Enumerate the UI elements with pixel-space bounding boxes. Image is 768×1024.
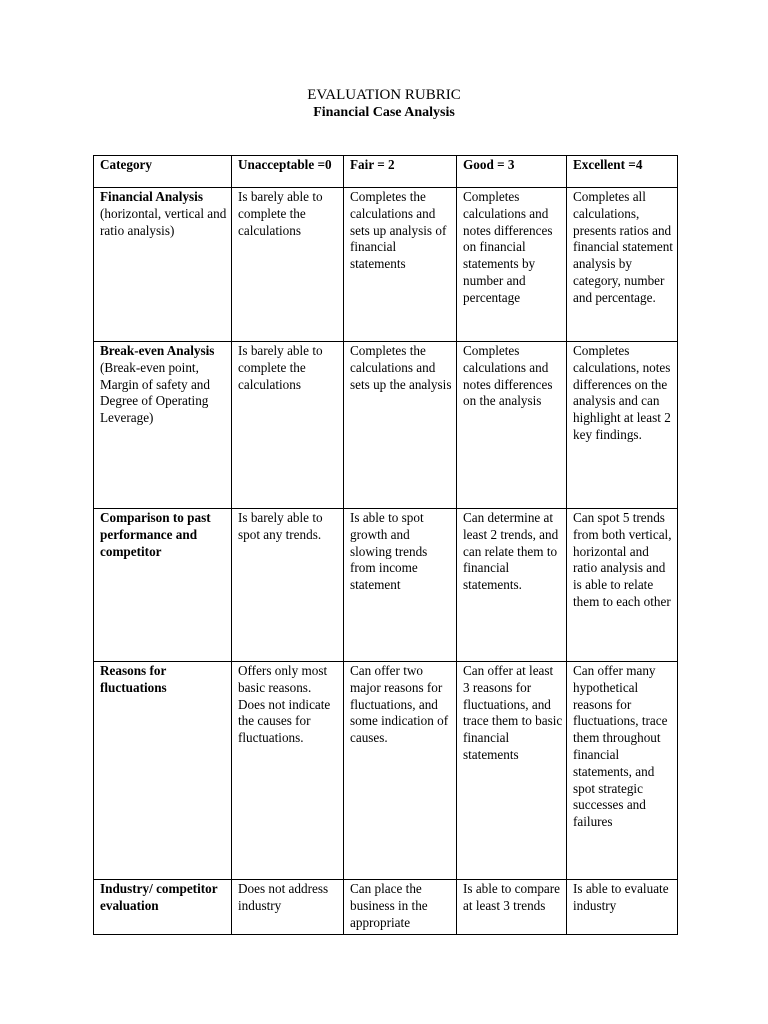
category-cell <box>94 880 232 935</box>
excellent-cell: Completes calculations, notes differences on the analysis and can highlight at least 2 key findings. <box>567 342 678 509</box>
table-row <box>94 342 678 509</box>
excellent-cell: Can spot 5 trends from both vertical, horizontal and ratio analysis and is able to relate them to each other <box>567 509 678 662</box>
fair-cell: Is able to spot growth and slowing trends from income statement <box>344 509 457 662</box>
good-cell: Completes calculations and notes differences on financial statements by number and percentage <box>457 188 567 342</box>
excellent-cell: Can offer many hypothetical reasons for fluctuations, trace them throughout financial statements, and spot strategic successes and failures <box>567 662 678 880</box>
header-excellent: Excellent =4 <box>567 156 678 188</box>
fair-cell: Can place the business in the appropriate <box>344 880 457 935</box>
table-row <box>94 188 678 342</box>
table-row <box>94 509 678 662</box>
good-cell: Is able to compare at least 3 trends <box>457 880 567 935</box>
document-title: EVALUATION RUBRIC <box>307 87 461 103</box>
rubric-table <box>93 155 678 935</box>
category-cell <box>94 188 232 342</box>
category-detail: (horizontal, vertical and ratio analysis) <box>100 205 227 238</box>
category-name: Reasons for fluctuations <box>100 663 167 695</box>
table-row <box>94 662 678 880</box>
table-row <box>94 880 678 935</box>
category-name: Comparison to past performance and competitor <box>100 510 211 559</box>
unacceptable-cell: Does not address industry <box>232 880 344 935</box>
header-good: Good = 3 <box>457 156 567 188</box>
unacceptable-cell: Is barely able to spot any trends. <box>232 509 344 662</box>
category-name: Break-even Analysis <box>100 343 215 358</box>
good-cell: Completes calculations and notes differences on the analysis <box>457 342 567 509</box>
unacceptable-cell: Offers only most basic reasons. Does not indicate the causes for fluctuations. <box>232 662 344 880</box>
fair-cell: Completes the calculations and sets up analysis of financial statements <box>344 188 457 342</box>
category-cell <box>94 342 232 509</box>
unacceptable-cell: Is barely able to complete the calculations <box>232 342 344 509</box>
category-name: Industry/ competitor evaluation <box>100 881 218 913</box>
table-header-row <box>94 156 678 188</box>
category-cell <box>94 509 232 662</box>
header-unacceptable: Unacceptable =0 <box>232 156 344 188</box>
unacceptable-cell: Is barely able to complete the calculations <box>232 188 344 342</box>
fair-cell: Can offer two major reasons for fluctuations, and some indication of causes. <box>344 662 457 880</box>
fair-cell: Completes the calculations and sets up the analysis <box>344 342 457 509</box>
good-cell: Can offer at least 3 reasons for fluctuations, and trace them to basic financial statements <box>457 662 567 880</box>
header-category: Category <box>94 156 232 188</box>
category-name: Financial Analysis <box>100 189 203 204</box>
header-fair: Fair = 2 <box>344 156 457 188</box>
document-subtitle: Financial Case Analysis <box>313 105 455 120</box>
excellent-cell: Completes all calculations, presents ratios and financial statement analysis by category, number and percentage. <box>567 188 678 342</box>
excellent-cell: Is able to evaluate industry <box>567 880 678 935</box>
category-detail: (Break-even point, Margin of safety and Degree of Operating Leverage) <box>100 359 210 426</box>
good-cell: Can determine at least 2 trends, and can relate them to financial statements. <box>457 509 567 662</box>
category-cell <box>94 662 232 880</box>
